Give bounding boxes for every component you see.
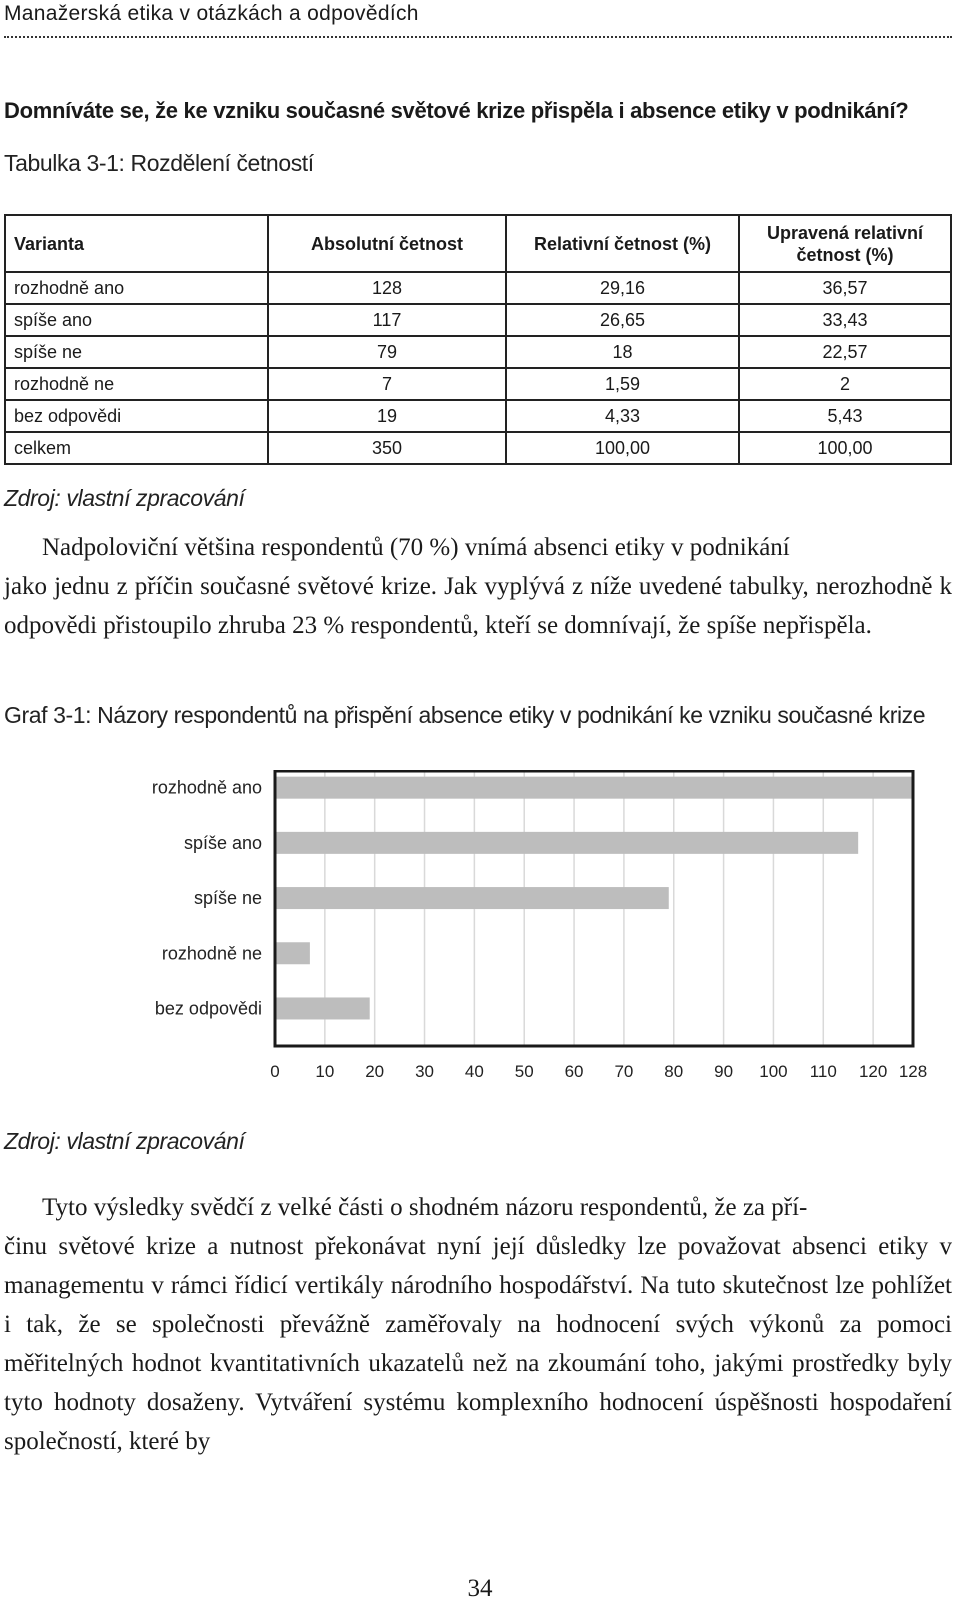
table-header-row (5, 215, 951, 272)
table-cell: 100,00 (739, 432, 951, 464)
tick-label: 20 (365, 1062, 385, 1081)
table-row (5, 368, 951, 400)
table-cell: 29,16 (506, 272, 739, 304)
table-cell: 128 (268, 272, 506, 304)
frequency-table (4, 214, 952, 465)
chart-tick-labels (270, 1062, 927, 1081)
chart-category-labels (152, 778, 262, 1019)
paragraph-2 (4, 1188, 952, 1461)
tick-label: 0 (270, 1062, 280, 1081)
table-cell: celkem (5, 432, 268, 464)
table-cell: 26,65 (506, 304, 739, 336)
tick-label: 50 (514, 1062, 534, 1081)
table-row (5, 400, 951, 432)
table-cell: spíše ne (5, 336, 268, 368)
question-heading: Domníváte se, že ke vzniku současné světové krize přispěla i absence etiky v podnikání? (4, 98, 909, 123)
tick-label: 128 (898, 1062, 928, 1081)
table-header-cell: Absolutní četnost (268, 215, 506, 272)
table-cell: rozhodně ne (5, 368, 268, 400)
table-cell: 4,33 (506, 400, 739, 432)
bar (275, 887, 669, 909)
table-cell: 5,43 (739, 400, 951, 432)
tick-label: 60 (564, 1062, 584, 1081)
table-cell: 36,57 (739, 272, 951, 304)
category-label: rozhodně ne (161, 943, 262, 964)
table-source: Zdroj: vlastní zpracování (4, 485, 245, 511)
table-cell: 7 (268, 368, 506, 400)
tick-label: 70 (614, 1062, 634, 1081)
table-row (5, 304, 951, 336)
table-header-cell: Varianta (5, 215, 268, 272)
category-label: rozhodně ano (151, 777, 262, 798)
table-header-cell: Relativní četnost (%) (506, 215, 739, 272)
chart-bars (275, 777, 913, 1020)
table-row (5, 272, 951, 304)
tick-label: 120 (858, 1062, 888, 1081)
table-header-cell: Upravená relativní četnost (%) (739, 215, 951, 272)
header-divider (4, 36, 952, 38)
table-cell: 18 (506, 336, 739, 368)
table-cell: 117 (268, 304, 506, 336)
table-row (5, 336, 951, 368)
tick-label: 100 (759, 1062, 788, 1081)
tick-label: 30 (415, 1062, 434, 1081)
paragraph-1 (4, 528, 952, 645)
table-cell: bez odpovědi (5, 400, 268, 432)
table-cell: spíše ano (5, 304, 268, 336)
paragraph-2-first-line: Tyto výsledky svědčí z velké části o shodném názoru respondentů, že za pří- (42, 1194, 808, 1221)
bar (275, 832, 858, 854)
table-cell: 33,43 (739, 304, 951, 336)
chart-source: Zdroj: vlastní zpracování (4, 1128, 245, 1154)
paragraph-1-text: jako jednu z příčin současné světové krize. Jak vyplývá z níže uvedené tabulky, nerozhodně k odpovědi přistoupilo zhruba 23 % respondentů, kteří se domnívají, že spíše nepřispěla. (4, 573, 952, 639)
table-cell: rozhodně ano (5, 272, 268, 304)
category-label: spíše ne (193, 888, 262, 909)
tick-label: 110 (809, 1062, 837, 1081)
table-row (5, 432, 951, 464)
table-cell: 19 (268, 400, 506, 432)
bar (275, 942, 310, 964)
bar (275, 777, 913, 799)
tick-label: 80 (664, 1062, 684, 1081)
running-header: Manažerská etika v otázkách a odpovědích (4, 2, 419, 25)
category-label: bez odpovědi (154, 998, 262, 1019)
tick-label: 10 (315, 1062, 335, 1081)
paragraph-1-first-line: Nadpoloviční většina respondentů (70 %) vnímá absenci etiky v podnikání (42, 534, 790, 561)
table-cell: 22,57 (739, 336, 951, 368)
paragraph-2-text: činu světové krize a nutnost překonávat nyní její důsledky lze považovat absenci etiky v managementu v rámci řídicí vertikály národního hospodářství. Na tuto skutečnost lze pohlížet i tak, že se společnosti převážně zaměřovaly na hodnocení svých výkonů za pomoci měřitelných hodnot kvantitativních ukazatelů než na zkoumání toho, jakými prostředky byly tyto hodnoty dosaženy. Vytváření systému komplexního hodnocení úspěšnosti hospodaření společností, které by (4, 1233, 952, 1455)
tick-label: 90 (714, 1062, 734, 1081)
table-cell: 79 (268, 336, 506, 368)
tick-label: 40 (464, 1062, 484, 1081)
bar (275, 997, 370, 1019)
bar-chart (0, 770, 960, 1090)
table-cell: 100,00 (506, 432, 739, 464)
page-number: 34 (467, 1575, 493, 1602)
table-cell: 1,59 (506, 368, 739, 400)
table-cell: 2 (739, 368, 951, 400)
table-caption: Tabulka 3-1: Rozdělení četností (4, 150, 314, 176)
chart-caption: Graf 3-1: Názory respondentů na přispění absence etiky v podnikání ke vzniku současné krize (4, 702, 926, 728)
table-cell: 350 (268, 432, 506, 464)
category-label: spíše ano (183, 832, 262, 853)
